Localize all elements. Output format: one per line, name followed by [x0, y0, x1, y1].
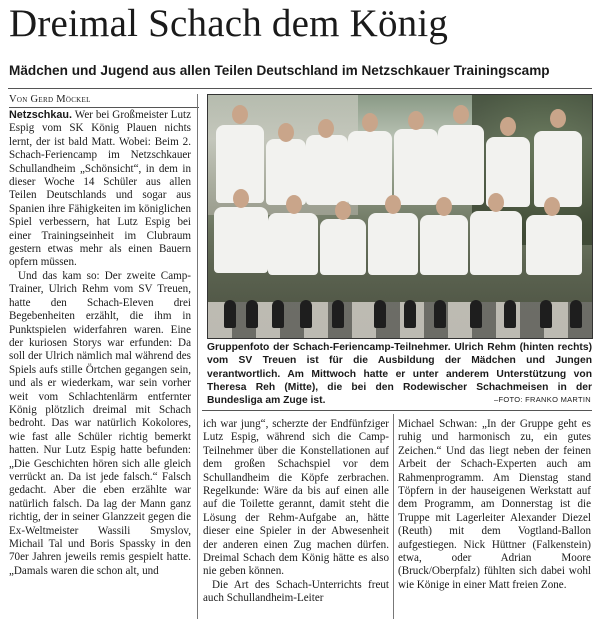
chess-piece	[470, 300, 482, 328]
photo-chessboard	[208, 302, 592, 338]
paragraph-2-continued: ich war jung“, scherzte der Endfünfziger Lutz Espig, während sich die Camp-Teilnehmer über die Konstellationen auf dem großen Schachspiel vor dem Schullandheim die Köpfe zerbrachen. Regelkunde: Wäre da bis auf einen alle auf die Toilette gerannt, damit steht die Lösung der Rehm-Aufgabe an, hätte dieser eine Spieler in der Abwesenheit der anderen einen Zug machen dürfen. Dreimal Schach dem König hätte es also nie geben können.	[203, 418, 389, 578]
subheadline: Mädchen und Jugend aus allen Teilen Deutschland im Netzschkauer Trainingscamp	[9, 63, 550, 78]
text-column-2	[203, 418, 389, 606]
photo-caption: Gruppenfoto der Schach-Feriencamp-Teilnehmer. Ulrich Rehm (hinten rechts) vom SV Treuen ist für die Ausbildung der Mädchen und Jungen verantwortlich. Am Mittwoch hatte er unter anderem Unterstützung von Theresa Reh (Mitte), die bei den Rodewischer Schachmeisen in der Bundesliga am Zuge ist.	[207, 342, 592, 407]
top-rule	[8, 88, 592, 89]
dateline: Netzschkau.	[9, 109, 73, 121]
photo-head	[362, 113, 378, 132]
photo-person	[348, 131, 392, 205]
photo-head	[453, 105, 469, 124]
byline-text: Von Gerd Möckel	[9, 94, 91, 105]
caption-rule	[202, 410, 592, 411]
paragraph-1	[9, 109, 191, 270]
photo-head	[500, 117, 516, 136]
photo-head	[278, 123, 294, 142]
photo-person	[470, 211, 522, 275]
byline	[9, 93, 199, 108]
photo-head	[544, 197, 560, 216]
photo-person	[438, 125, 484, 205]
chess-piece	[272, 300, 284, 328]
photo-person	[266, 139, 306, 205]
chess-piece	[246, 300, 258, 328]
photo-person	[420, 215, 468, 275]
photo-person	[268, 213, 318, 275]
chess-piece	[374, 300, 386, 328]
photo-person	[320, 219, 366, 275]
photo-person	[214, 207, 268, 273]
chess-piece	[540, 300, 552, 328]
chess-piece	[404, 300, 416, 328]
paragraph-3: Die Art des Schach-Unterrichts freut auch Schullandheim-Leiter	[203, 578, 389, 605]
photo-head	[233, 189, 249, 208]
photo-head	[232, 105, 248, 124]
chess-piece	[434, 300, 446, 328]
photo-person	[394, 129, 438, 205]
column-divider	[393, 414, 394, 619]
photo-head	[385, 195, 401, 214]
photo-head	[436, 197, 452, 216]
chess-piece	[224, 300, 236, 328]
column-divider	[197, 94, 198, 619]
photo-person	[368, 213, 418, 275]
text-column-3	[398, 418, 591, 592]
paragraph-2: Und das kam so: Der zweite Camp-Trainer, Ulrich Rehm vom SV Treuen, hatte den Schach-Eleven drei Begebenheiten erzählt, die ihm in Punktspielen widerfahren waren. Eine der kuriosen Storys war erfunden: Da soll der Ulrich nämlich mal während des Spiels aufs stille Örtchen gegangen sein, und als er wiederkam, war sein vorher weit vom Schlachtenlärm entfernter König plötzlich dreimal mit Schach bedroht. Das war natürlich Kokolores, wie fast alle Schüler richtig bemerkt hatten. Nur Lutz Espig hatte befunden: „Die Geschichten hören sich alle gleich verrückt an. Da ist jede falsch.“ Falsch gedacht. Aber die eben erzählte war natürlich falsch. Da lag der Mann ganz richtig, der in seiner Glanzzeit gegen die Ex-Weltmeister Wassili Smyslov, Michail Tal und Boris Spassky in den 70er Jahren jeweils remis gespielt hatte. „Damals waren die schon alt, und	[9, 269, 191, 577]
headline: Dreimal Schach dem König	[9, 2, 449, 45]
photo-head	[335, 201, 351, 220]
photo-person	[526, 215, 582, 275]
photo-head	[488, 193, 504, 212]
photo-head	[408, 111, 424, 130]
group-photo	[207, 94, 593, 339]
chess-piece	[300, 300, 312, 328]
chess-piece	[332, 300, 344, 328]
chess-piece	[570, 300, 582, 328]
photo-head	[318, 119, 334, 138]
chess-piece	[504, 300, 516, 328]
photo-person	[306, 135, 348, 205]
paragraph-1-text: Wer bei Großmeister Lutz Espig vom SK König Plauen nichts lernt, der ist bald Matt. Wobei: Beim 2. Schach-Feriencamp im Netzschkauer Schullandheim „Schönsicht“, in dem in dieser Woche 14 Schüler aus allen Teilen Deutschlands und sogar aus Spanien ihre Fähigkeiten im königlichen Spiel verbessern, hat Lutz Espig bei einer Trainingseinheit im Clubraum gestern etwas mehr als einen Bauern opfern müssen.	[9, 109, 192, 269]
photo-person	[534, 131, 582, 207]
photo-credit: –FOTO: FRANKO MARTIN	[494, 395, 591, 404]
text-column-1	[9, 109, 191, 578]
photo-head	[550, 109, 566, 128]
paragraph-3-continued: Michael Schwan: „In der Gruppe geht es ruhig und harmonisch zu, ein gutes Zeichen.“ Und das liegt neben der feinen Arbeit der Schach-Experten auch am Rahmenprogramm. Am Dienstag stand Töpfern in der hauseigenen Werkstatt auf dem Programm, am Donnerstag ist die Truppe mit Lagerleiter Alexander Diezel (Reuth) mit dem Vogtland-Ballon aufgestiegen. Nick Hüttner (Falkenstein) etwa, oder Adrian Moore (Bruck/Oberpfalz) fühlten sich dabei wohl wie Könige in einer Matt freien Zone.	[398, 418, 591, 591]
photo-head	[286, 195, 302, 214]
